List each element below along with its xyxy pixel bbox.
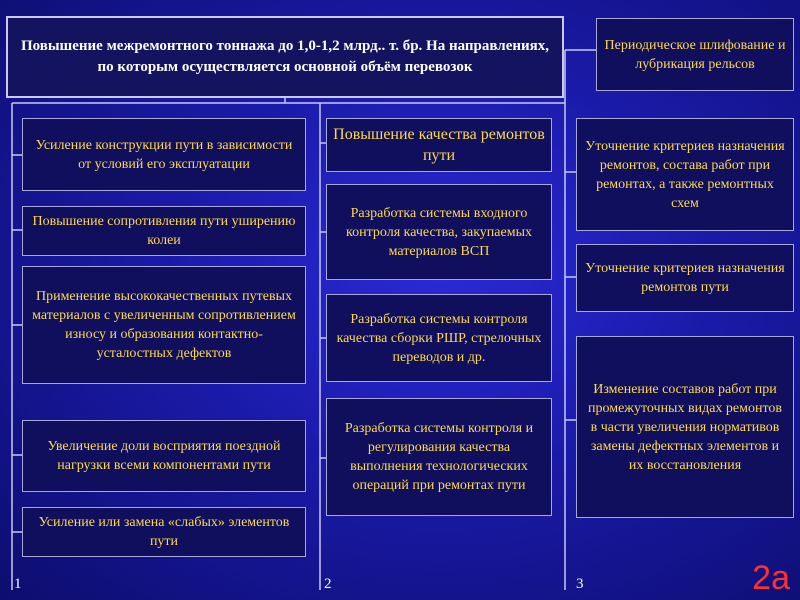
column1-item-3: Применение высококачественных путевых материалов с увеличенным сопротивлением износу и образования контактно-усталостных дефектов	[22, 266, 306, 384]
main-goal-box: Повышение межремонтного тоннажа до 1,0-1,2 млрд.. т. бр. На направлениях, по которым осуществляется основной объём перевозок	[6, 16, 564, 98]
rail-grinding-box: Периодическое шлифование и лубрикация рельсов	[596, 18, 794, 91]
column3-item-2: Уточнение критериев назначения ремонтов пути	[576, 244, 794, 312]
column2-header: Повышение качества ремонтов пути	[326, 118, 552, 172]
column1-number: 1	[14, 576, 22, 592]
column2-item-1: Разработка системы входного контроля качества, закупаемых материалов ВСП	[326, 184, 552, 280]
column2-item-3: Разработка системы контроля и регулирования качества выполнения технологических операций при ремонтах пути	[326, 398, 552, 516]
slide-number: 2а	[752, 559, 790, 597]
column1-item-1: Усиление конструкции пути в зависимости от условий его эксплуатации	[22, 118, 306, 191]
column2-number: 2	[324, 576, 332, 592]
column2-item-2: Разработка системы контроля качества сборки РШР, стрелочных переводов и др.	[326, 294, 552, 382]
column3-number: 3	[576, 576, 584, 592]
column3-item-1: Уточнение критериев назначения ремонтов, состава работ при ремонтах, а также ремонтных схем	[576, 118, 794, 231]
column1-item-4: Увеличение доли восприятия поездной нагрузки всеми компонентами пути	[22, 420, 306, 492]
column3-item-3: Изменение составов работ при промежуточных видах ремонтов в части увеличения нормативов замены дефектных элементов и их восстановления	[576, 336, 794, 518]
column1-item-5: Усиление или замена «слабых» элементов пути	[22, 507, 306, 557]
column1-item-2: Повышение сопротивления пути уширению колеи	[22, 206, 306, 256]
